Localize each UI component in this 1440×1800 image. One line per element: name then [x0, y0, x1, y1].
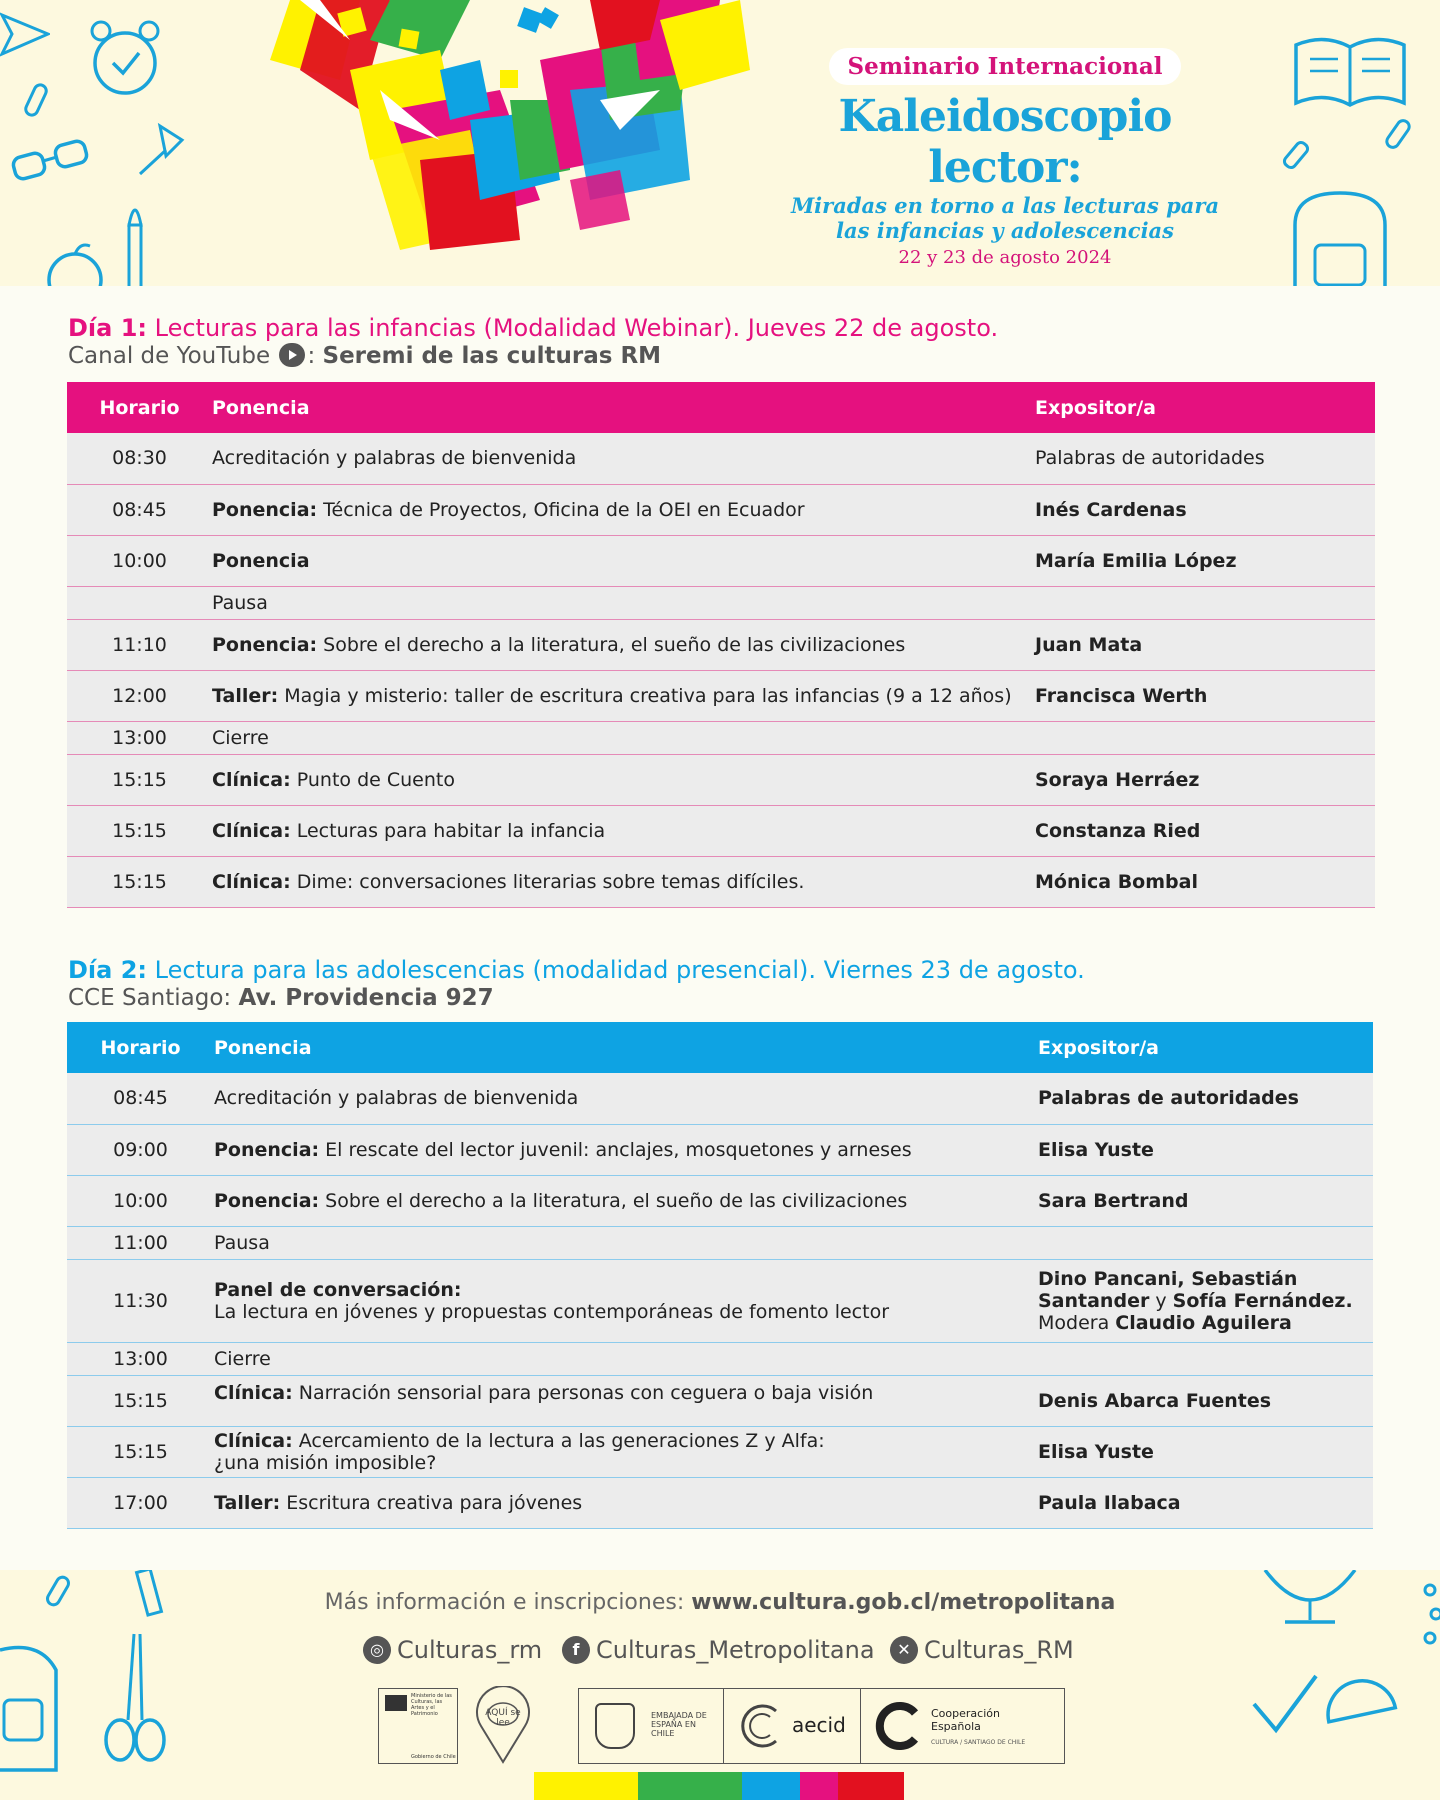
table-header	[67, 1022, 1373, 1073]
talk-title: Cierre	[212, 726, 269, 749]
row-time: 17:00	[67, 1477, 214, 1528]
day2-heading	[68, 956, 1085, 984]
row-talk	[212, 433, 1035, 484]
aecid-icon	[736, 1701, 786, 1751]
title-block	[760, 48, 1250, 268]
color-bar-segment	[534, 1772, 638, 1800]
ministry-logo-text: Ministerio de las Culturas, las Artes y el Patrimonio	[411, 1693, 452, 1717]
checkmark-icon	[1250, 1670, 1320, 1740]
table-row	[67, 1259, 1373, 1342]
row-speaker	[1035, 433, 1375, 484]
row-speaker	[1038, 1426, 1373, 1477]
talk-kind: Clínica:	[212, 819, 291, 842]
row-talk	[212, 754, 1035, 805]
talk-title: Magia y misterio: taller de escritura creativa para las infancias (9 a 12 años)	[278, 684, 1012, 707]
row-speaker	[1035, 535, 1375, 586]
speaker-name: Francisca Werth	[1035, 684, 1208, 707]
table-row	[67, 1426, 1373, 1477]
talk-title: Narración sensorial para personas con ceguera o baja visión	[292, 1381, 874, 1404]
table-row	[67, 1477, 1373, 1528]
moderator-prefix: Modera	[1038, 1311, 1116, 1334]
column-header-talk: Ponencia	[212, 382, 1035, 433]
seminar-subtitle-1: Miradas en torno a las lecturas para	[790, 193, 1220, 218]
row-time: 15:15	[67, 805, 212, 856]
speaker-connector: y	[1149, 1289, 1173, 1312]
table-row	[67, 619, 1375, 670]
row-speaker	[1038, 1073, 1373, 1124]
row-time: 13:00	[67, 1342, 214, 1375]
talk-kind: Panel de conversación:	[214, 1278, 462, 1301]
row-speaker	[1035, 586, 1375, 619]
footer	[0, 1570, 1440, 1800]
table-row	[67, 1226, 1373, 1259]
day1-channel	[68, 343, 661, 369]
row-speaker	[1035, 670, 1375, 721]
table-row	[67, 1124, 1373, 1175]
kaleidoscope-artwork	[240, 0, 760, 286]
speaker-name: Elisa Yuste	[1038, 1138, 1154, 1161]
speaker-name: Palabras de autoridades	[1035, 447, 1265, 470]
moderator-name: Claudio Aguilera	[1115, 1311, 1292, 1334]
seminar-dates: 22 y 23 de agosto 2024	[898, 247, 1112, 268]
embajada-text: EMBAJADA DE ESPAÑA EN CHILE	[651, 1711, 707, 1738]
talk-kind: Ponencia:	[212, 498, 318, 521]
table-row	[67, 754, 1375, 805]
table-row	[67, 433, 1375, 484]
table-row	[67, 856, 1375, 907]
row-time: 15:15	[67, 754, 212, 805]
cooperacion-logo	[861, 1689, 1064, 1763]
row-talk	[214, 1426, 1038, 1477]
channel-name[interactable]: Seremi de las culturas RM	[322, 343, 662, 369]
row-talk	[212, 586, 1035, 619]
row-talk	[214, 1175, 1038, 1226]
row-time: 11:30	[67, 1259, 214, 1342]
talk-title: Acreditación y palabras de bienvenida	[212, 447, 577, 470]
table-row	[67, 670, 1375, 721]
chile-shield-icon	[385, 1695, 407, 1711]
glasses-icon	[10, 135, 100, 195]
row-speaker	[1038, 1259, 1373, 1342]
paper-plane-icon	[0, 10, 50, 60]
seminar-subtitle-2: las infancias y adolescencias	[836, 218, 1174, 243]
talk-title: Sobre el derecho a la literatura, el sueño de las civilizaciones	[319, 1189, 908, 1212]
talk-kind: Clínica:	[214, 1429, 293, 1452]
talk-title: Lecturas para habitar la infancia	[290, 819, 606, 842]
color-bar-segment	[742, 1772, 800, 1800]
table-row	[67, 805, 1375, 856]
venue-address: Av. Providencia 927	[238, 985, 494, 1011]
day1-schedule-table	[67, 382, 1375, 908]
ministry-logo-sub: Gobierno de Chile	[411, 1754, 456, 1760]
day1-title: Lecturas para las infancias (Modalidad Webinar). Jueves 22 de agosto.	[147, 314, 999, 342]
column-header-talk: Ponencia	[214, 1022, 1038, 1073]
open-book-icon	[1290, 25, 1410, 115]
row-speaker	[1038, 1226, 1373, 1259]
backpack-icon	[0, 1630, 70, 1780]
cooperacion-line3: CULTURA / SANTIAGO DE CHILE	[931, 1739, 1026, 1746]
eraser-icon	[1280, 135, 1320, 175]
aqui-se-lee-text: AQUÍ se lee	[485, 1708, 521, 1728]
brush-icon	[115, 195, 155, 286]
row-speaker	[1038, 1477, 1373, 1528]
row-talk	[214, 1375, 1038, 1426]
speaker-name: Denis Abarca Fuentes	[1038, 1389, 1272, 1412]
row-talk	[212, 805, 1035, 856]
channel-prefix: Canal de YouTube	[68, 343, 271, 369]
aecid-logo	[724, 1689, 861, 1763]
aecid-text: aecid	[792, 1713, 846, 1737]
channel-separator: :	[307, 343, 316, 369]
talk-title: El rescate del lector juvenil: anclajes, mosquetones y arneses	[319, 1138, 912, 1161]
row-speaker	[1035, 856, 1375, 907]
cooperacion-line1: Cooperación	[931, 1707, 1000, 1720]
row-time: 13:00	[67, 721, 212, 754]
table-row	[67, 586, 1375, 619]
speaker-name: Mónica Bombal	[1035, 870, 1198, 893]
talk-kind: Taller:	[214, 1491, 281, 1514]
day2-schedule-table	[67, 1022, 1373, 1529]
color-bar-segment	[838, 1772, 904, 1800]
column-header-speaker: Expositor/a	[1035, 382, 1375, 433]
talk-kind: Clínica:	[212, 870, 291, 893]
talk-title: Punto de Cuento	[290, 768, 455, 791]
row-talk	[212, 484, 1035, 535]
x-label: Culturas_RM	[924, 1636, 1074, 1664]
row-talk	[214, 1073, 1038, 1124]
more-info-line	[0, 1590, 1440, 1615]
talk-kind: Ponencia:	[214, 1138, 320, 1161]
row-talk	[212, 670, 1035, 721]
talk-kind: Clínica:	[212, 768, 291, 791]
row-talk	[212, 856, 1035, 907]
row-time: 11:00	[67, 1226, 214, 1259]
day1-heading	[68, 314, 998, 342]
day2-title: Lectura para las adolescencias (modalidad presencial). Viernes 23 de agosto.	[147, 956, 1085, 984]
row-time: 08:45	[67, 1073, 214, 1124]
seminar-title: Kaleidoscopio lector:	[838, 91, 1172, 193]
table-row	[67, 1375, 1373, 1426]
more-info-prefix: Más información e inscripciones:	[324, 1590, 692, 1615]
speaker-name: Sofía Fernández.	[1172, 1289, 1353, 1312]
header-banner	[0, 0, 1440, 286]
cooperacion-icon	[873, 1701, 923, 1751]
speaker-name: Constanza Ried	[1035, 819, 1201, 842]
talk-title: La lectura en jóvenes y propuestas contemporáneas de fomento lector	[214, 1300, 890, 1323]
row-time: 09:00	[67, 1124, 214, 1175]
table-row	[67, 1073, 1373, 1124]
paperclip-icon	[22, 80, 52, 120]
row-talk	[214, 1342, 1038, 1375]
row-speaker	[1035, 484, 1375, 535]
row-time: 15:15	[67, 1426, 214, 1477]
more-info-url[interactable]: www.cultura.gob.cl/metropolitana	[691, 1590, 1116, 1615]
talk-title: Pausa	[212, 591, 268, 614]
talk-title: Cierre	[214, 1347, 271, 1370]
row-speaker	[1038, 1342, 1373, 1375]
cooperacion-line2: Española	[931, 1720, 981, 1733]
speaker-name: Elisa Yuste	[1038, 1440, 1154, 1463]
row-speaker	[1038, 1375, 1373, 1426]
x-handle[interactable]	[890, 1636, 1074, 1664]
talk-title: Dime: conversaciones literarias sobre temas difíciles.	[290, 870, 805, 893]
row-speaker	[1035, 805, 1375, 856]
talk-title: Pausa	[214, 1231, 270, 1254]
talk-title: Sobre el derecho a la literatura, el sueño de las civilizaciones	[317, 633, 906, 656]
color-bar-segment	[638, 1772, 742, 1800]
column-header-speaker: Expositor/a	[1038, 1022, 1373, 1073]
row-speaker	[1038, 1175, 1373, 1226]
spain-shield-icon	[595, 1703, 635, 1749]
speaker-name: Santander	[1038, 1289, 1150, 1312]
instagram-label: Culturas_rm	[397, 1636, 543, 1664]
talk-kind: Ponencia:	[214, 1189, 320, 1212]
row-time: 12:00	[67, 670, 212, 721]
row-time: 15:15	[67, 1375, 214, 1426]
row-speaker	[1035, 754, 1375, 805]
talk-kind: Clínica:	[214, 1381, 293, 1404]
talk-kind: Ponencia	[212, 549, 310, 572]
partner-logos	[578, 1688, 1065, 1764]
row-speaker	[1035, 721, 1375, 754]
table-row	[67, 535, 1375, 586]
speaker-name: María Emilia López	[1035, 549, 1237, 572]
row-talk	[212, 721, 1035, 754]
table-row	[67, 1342, 1373, 1375]
row-time: 08:45	[67, 484, 212, 535]
speaker-name: Dino Pancani, Sebastián	[1038, 1267, 1298, 1290]
row-talk	[214, 1124, 1038, 1175]
row-time: 10:00	[67, 1175, 214, 1226]
facebook-icon: f	[562, 1636, 590, 1664]
column-header-time: Horario	[67, 1022, 214, 1073]
row-time: 08:30	[67, 433, 212, 484]
day2-venue	[68, 985, 494, 1011]
talk-kind: Ponencia:	[212, 633, 318, 656]
table-header	[67, 382, 1375, 433]
color-bar-segment	[800, 1772, 838, 1800]
day1-label: Día 1:	[68, 314, 147, 342]
talk-title: Escritura creativa para jóvenes	[280, 1491, 583, 1514]
speaker-name: Sara Bertrand	[1038, 1189, 1189, 1212]
seminar-pill: Seminario Internacional	[829, 48, 1180, 85]
speaker-name: Soraya Herráez	[1035, 768, 1200, 791]
venue-prefix: CCE Santiago:	[68, 985, 232, 1011]
row-talk	[214, 1259, 1038, 1342]
apple-icon	[40, 240, 110, 286]
row-speaker	[1038, 1124, 1373, 1175]
protractor-icon	[1320, 1665, 1400, 1725]
row-time: 11:10	[67, 619, 212, 670]
alarm-clock-icon	[85, 15, 165, 105]
facebook-handle[interactable]	[562, 1636, 875, 1664]
row-talk	[212, 535, 1035, 586]
program-content	[0, 286, 1440, 1570]
paperclip-icon	[1380, 115, 1420, 155]
talk-kind: Taller:	[212, 684, 279, 707]
instagram-handle[interactable]	[363, 1636, 542, 1664]
row-time	[67, 586, 212, 619]
talk-title: Técnica de Proyectos, Oficina de la OEI en Ecuador	[317, 498, 805, 521]
scissors-icon	[100, 1630, 170, 1770]
x-icon: ✕	[890, 1636, 918, 1664]
talk-title: Acercamiento de la lectura a las generaciones Z y Alfa:	[292, 1429, 825, 1452]
day2-label: Día 2:	[68, 956, 147, 984]
facebook-label: Culturas_Metropolitana	[596, 1636, 875, 1664]
talk-title-line2: ¿una misión imposible?	[214, 1451, 437, 1474]
ministry-logo	[378, 1688, 458, 1764]
table-row	[67, 721, 1375, 754]
table-row	[67, 484, 1375, 535]
row-speaker	[1035, 619, 1375, 670]
embajada-logo	[579, 1689, 724, 1763]
row-talk	[212, 619, 1035, 670]
row-talk	[214, 1226, 1038, 1259]
table-row	[67, 1175, 1373, 1226]
pushpin-icon	[130, 120, 190, 180]
youtube-icon	[279, 343, 305, 367]
row-talk	[214, 1477, 1038, 1528]
speaker-name: Juan Mata	[1035, 633, 1143, 656]
column-header-time: Horario	[67, 382, 212, 433]
speaker-name: Inés Cardenas	[1035, 498, 1187, 521]
row-time: 10:00	[67, 535, 212, 586]
speaker-name: Paula Ilabaca	[1038, 1491, 1181, 1514]
speaker-name: Palabras de autoridades	[1038, 1087, 1299, 1110]
backpack-icon	[1275, 185, 1405, 286]
row-time: 15:15	[67, 856, 212, 907]
instagram-icon: ◎	[363, 1636, 391, 1664]
talk-title: Acreditación y palabras de bienvenida	[214, 1087, 579, 1110]
